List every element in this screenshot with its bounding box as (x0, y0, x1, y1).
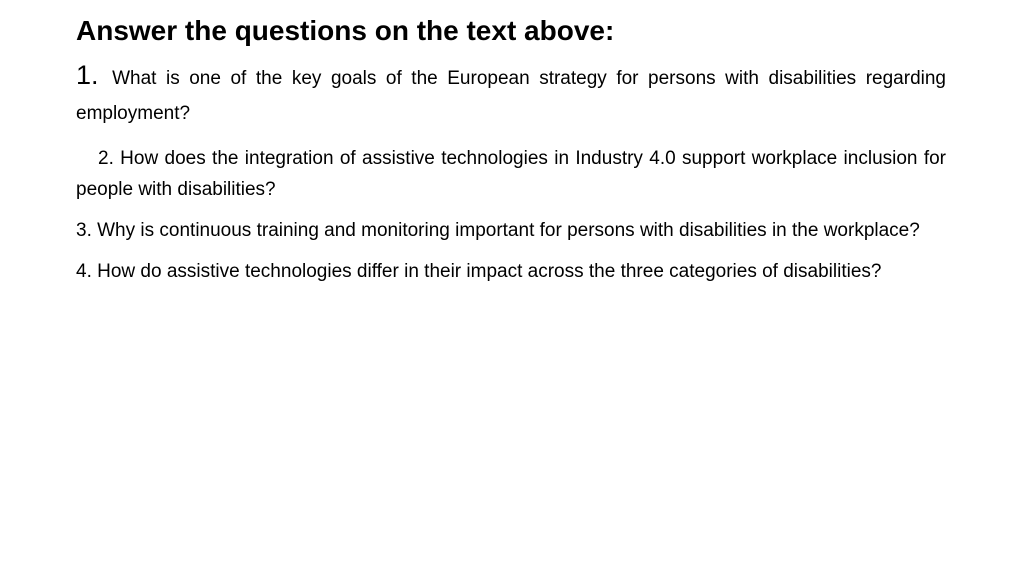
page-heading: Answer the questions on the text above: (76, 15, 615, 46)
question-3: 3. Why is continuous training and monitoring important for persons with disabilities in the workplace? (76, 220, 920, 241)
question-1-number: 1. (76, 60, 99, 90)
question-1-text: What is one of the key goals of the European strategy for persons with disabilities regarding employment? (76, 68, 946, 124)
question-1 (76, 61, 946, 131)
document-page (76, 0, 946, 287)
question-4: 4. How do assistive technologies differ in their impact across the three categories of disabilities? (76, 261, 882, 282)
question-2: 2. How does the integration of assistive technologies in Industry 4.0 support workplace inclusion for people with disabilities? (76, 148, 946, 200)
